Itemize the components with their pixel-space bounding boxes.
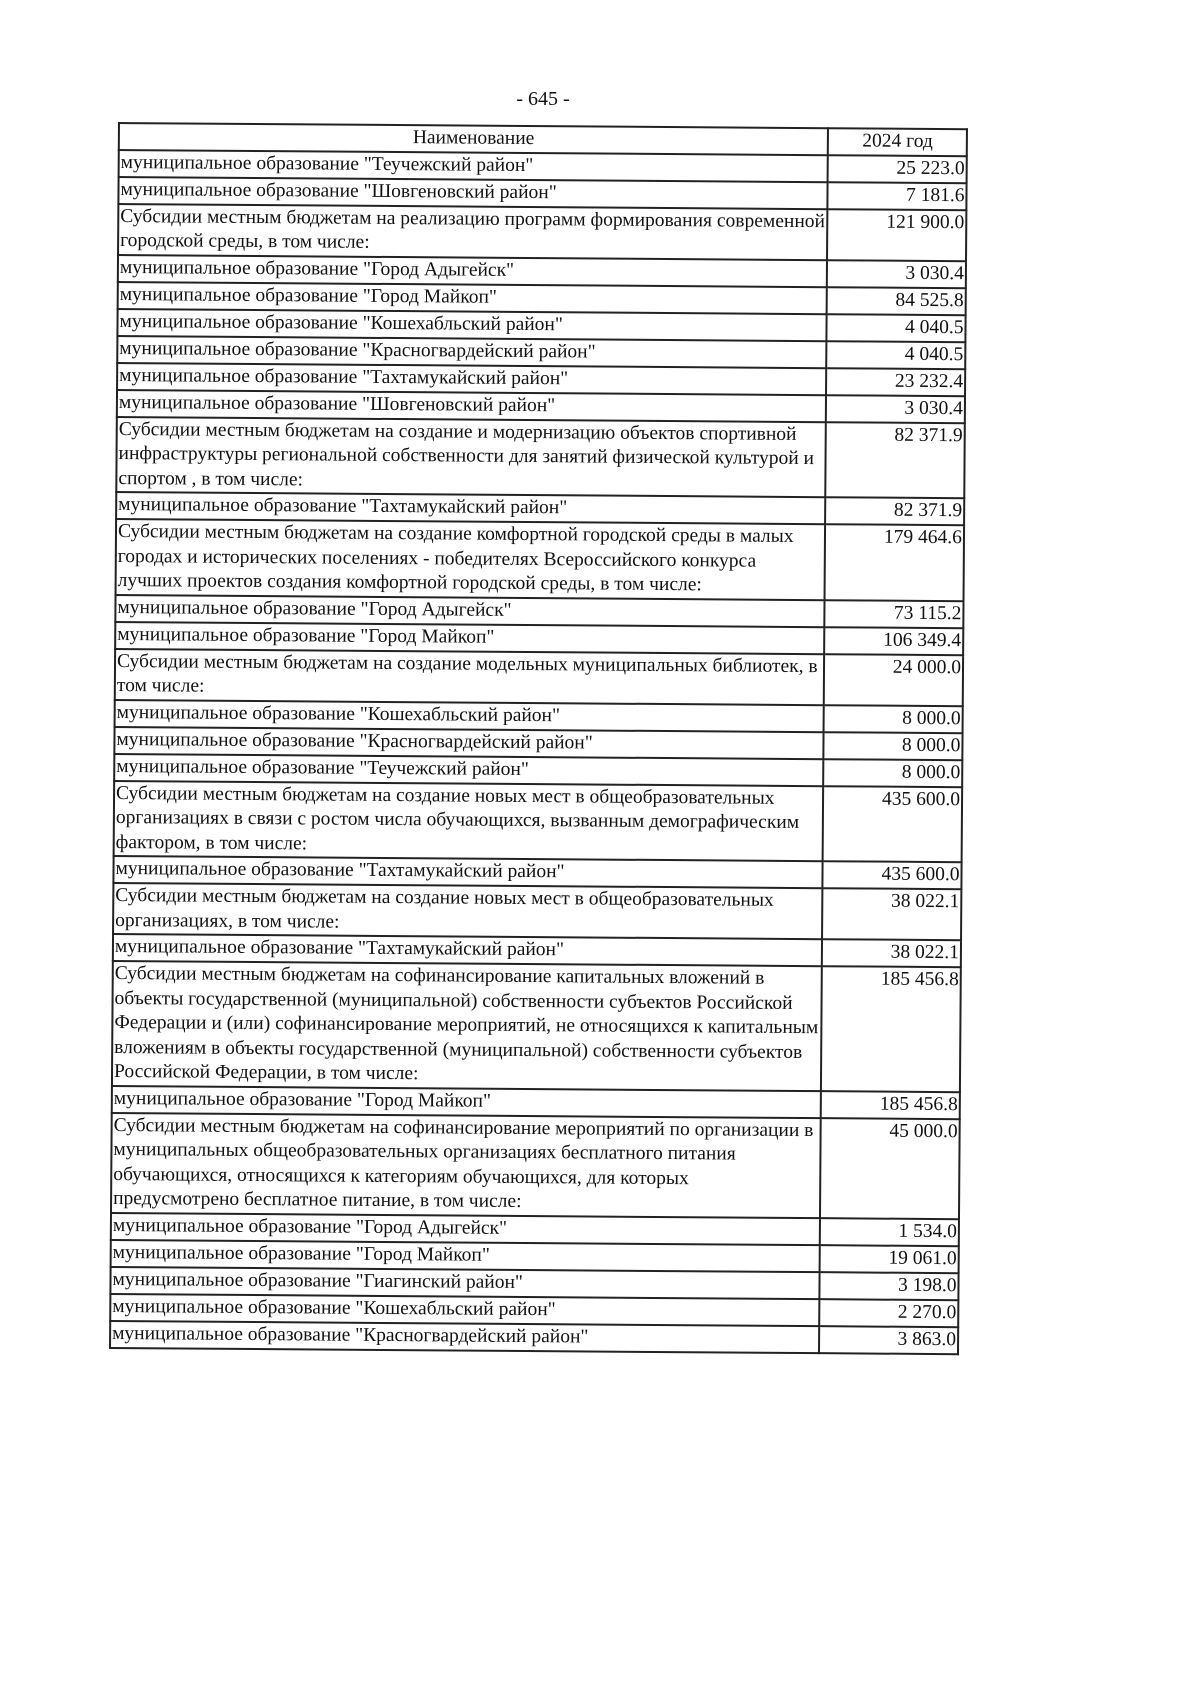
table-row <box>112 961 961 1092</box>
row-name: муниципальное образование "Красногвардейский район" <box>114 726 824 758</box>
row-value: 3 030.4 <box>827 260 966 288</box>
row-name: муниципальное образование "Город Майкоп" <box>115 621 825 653</box>
row-name: муниципальное образование "Кошехабльский район" <box>110 1293 820 1325</box>
row-name: муниципальное образование "Тахтамукайский район" <box>117 363 827 395</box>
row-name: муниципальное образование "Город Адыгейск" <box>111 1212 821 1244</box>
row-value: 435 600.0 <box>823 786 962 863</box>
row-name: муниципальное образование "Красногвардейский район" <box>117 336 827 368</box>
row-value: 4 040.5 <box>827 341 966 369</box>
table-body <box>110 150 967 1354</box>
row-name: муниципальное образование "Шовгеновский район" <box>118 177 828 209</box>
header-year: 2024 год <box>828 128 967 156</box>
table-row <box>115 648 963 705</box>
row-value: 435 600.0 <box>823 861 962 889</box>
row-value: 38 022.1 <box>822 888 961 940</box>
row-name: муниципальное образование "Гиагинский район" <box>110 1266 820 1298</box>
row-name: муниципальное образование "Город Адыгейск" <box>118 255 828 287</box>
row-value: 4 040.5 <box>827 314 966 342</box>
row-name: муниципальное образование "Шовгеновский район" <box>117 390 827 422</box>
row-name: муниципальное образование "Красногвардейский район" <box>110 1320 820 1352</box>
row-value: 3 198.0 <box>820 1272 959 1300</box>
row-value: 7 181.6 <box>828 182 967 210</box>
row-value: 45 000.0 <box>820 1118 959 1219</box>
row-value: 8 000.0 <box>824 705 963 733</box>
row-name: Субсидии местным бюджетам на создание модельных муниципальных библиотек, в том числе: <box>115 648 825 704</box>
table-row <box>118 204 966 261</box>
row-value: 84 525.8 <box>827 287 966 315</box>
row-value: 185 456.8 <box>821 966 960 1092</box>
row-value: 25 223.0 <box>828 155 967 183</box>
row-name: Субсидии местным бюджетам на создание новых мест в общеобразовательных организациях в связи с ростом числа обучающихся, вызванным демографическим фактором, в том числе: <box>114 780 824 861</box>
table-row <box>111 1112 960 1218</box>
row-value: 3 030.4 <box>826 395 965 423</box>
row-name: муниципальное образование "Теучежский район" <box>114 753 824 785</box>
row-name: Субсидии местным бюджетам на создание новых мест в общеобразовательных организациях, в том числе: <box>113 883 823 939</box>
row-value: 23 232.4 <box>826 368 965 396</box>
budget-table <box>109 122 968 1355</box>
row-value: 73 115.2 <box>825 600 964 628</box>
row-value: 106 349.4 <box>825 627 964 655</box>
row-name: Субсидии местным бюджетам на создание комфортной городской среды в малых городах и исторических поселениях - победителях Всероссийского конкурса лучших проектов создания комфортной городской среды, в том числе: <box>116 519 826 600</box>
row-name: муниципальное образование "Город Майкоп" <box>111 1239 821 1271</box>
row-name: муниципальное образование "Кошехабльский район" <box>117 309 827 341</box>
table-row <box>113 883 961 940</box>
row-name: муниципальное образование "Город Майкоп" <box>112 1085 822 1117</box>
row-name: Субсидии местным бюджетам на софинансирование мероприятий по организации в муниципальных общеобразовательных организациях бесплатного питания обучающихся, относящихся к категориям обучающихся, для которых предусмотрено бесплатное питание, в том числе: <box>111 1112 821 1217</box>
table-row <box>114 780 963 862</box>
row-name: Субсидии местным бюджетам на софинансирование капитальных вложений в объекты государственной (муниципальной) собственности субъектов Российской Федерации и (или) софинансирование мероприятий, не относящихся к капитальным вложениям в объекты государственной (муниципальной) собственности субъектов Российской Федерации, в том числе: <box>112 961 822 1091</box>
row-value: 8 000.0 <box>824 759 963 787</box>
page-number: - 645 - <box>516 88 570 110</box>
row-value: 2 270.0 <box>820 1299 959 1327</box>
table-row <box>116 519 965 601</box>
row-value: 1 534.0 <box>820 1218 959 1246</box>
header-name: Наименование <box>119 123 829 155</box>
row-name: муниципальное образование "Тахтамукайский район" <box>113 856 823 888</box>
row-value: 82 371.9 <box>826 497 965 525</box>
row-name: Субсидии местным бюджетам на реализацию программ формирования современной городской среды, в том числе: <box>118 204 828 260</box>
row-value: 121 900.0 <box>827 209 966 261</box>
row-name: муниципальное образование "Кошехабльский район" <box>115 699 825 731</box>
row-value: 3 863.0 <box>819 1326 958 1354</box>
row-name: Субсидии местным бюджетам на создание и модернизацию объектов спортивной инфраструктуры региональной собственности для занятий физической культурой и спортом , в том числе: <box>116 416 826 497</box>
table-row <box>116 416 965 498</box>
row-value: 8 000.0 <box>824 732 963 760</box>
row-name: муниципальное образование "Теучежский район" <box>119 150 829 182</box>
row-name: муниципальное образование "Тахтамукайский район" <box>116 492 826 524</box>
row-value: 24 000.0 <box>824 654 963 706</box>
row-name: муниципальное образование "Тахтамукайский район" <box>113 934 823 966</box>
row-value: 185 456.8 <box>821 1091 960 1119</box>
table-row <box>110 1320 958 1353</box>
row-name: муниципальное образование "Город Адыгейск" <box>115 594 825 626</box>
row-name: муниципальное образование "Город Майкоп" <box>118 282 828 314</box>
row-value: 179 464.6 <box>825 524 964 601</box>
row-value: 82 371.9 <box>826 422 965 499</box>
row-value: 19 061.0 <box>820 1245 959 1273</box>
row-value: 38 022.1 <box>822 939 961 967</box>
